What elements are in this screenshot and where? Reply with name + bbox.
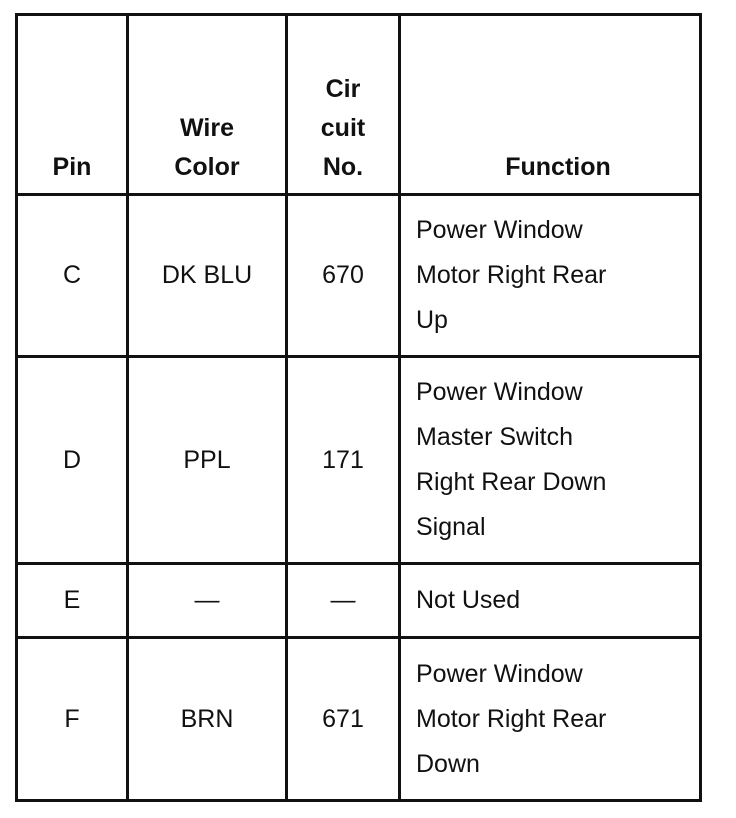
- function-line: Power Window: [416, 216, 583, 244]
- function-line: Master Switch: [416, 423, 573, 451]
- function-cell: [400, 564, 701, 638]
- table-row: [17, 638, 701, 801]
- function-line: Not Used: [416, 586, 521, 614]
- function-line: Motor Right Rear: [416, 704, 607, 733]
- circuit-cell: 671: [287, 638, 400, 801]
- pin-cell: D: [17, 357, 128, 564]
- function-line: Up: [416, 306, 448, 334]
- function-line: Motor Right Rear: [416, 261, 607, 289]
- header-function-label: Function: [505, 153, 611, 181]
- function-line: Down: [416, 749, 480, 778]
- circuit-cell: 670: [287, 195, 400, 357]
- pin-cell: E: [17, 564, 128, 638]
- pin-cell: C: [17, 195, 128, 357]
- function-cell: [400, 195, 701, 357]
- table-row: [17, 357, 701, 564]
- header-pin: [17, 15, 128, 195]
- function-cell: [400, 357, 701, 564]
- header-circuit-no: [287, 15, 400, 195]
- header-pin-label: Pin: [52, 153, 92, 181]
- table-row: [17, 195, 701, 357]
- circuit-cell: 171: [287, 357, 400, 564]
- function-line: Right Rear Down: [416, 468, 607, 496]
- circuit-cell: —: [287, 564, 400, 638]
- header-wire-color: [128, 15, 287, 195]
- header-circuit-line-3: No.: [322, 153, 364, 181]
- pin-cell: F: [17, 638, 128, 801]
- wire-color-cell: —: [128, 564, 287, 638]
- header-circuit-line-1: Cir: [325, 75, 361, 103]
- connector-pinout-table: [15, 13, 702, 802]
- header-wire-color-line-1: Wire: [180, 114, 234, 142]
- header-wire-color-line-2: Color: [174, 153, 240, 181]
- function-cell: [400, 638, 701, 801]
- wire-color-cell: BRN: [128, 638, 287, 801]
- function-line: Power Window: [416, 659, 583, 688]
- wire-color-cell: DK BLU: [128, 195, 287, 357]
- function-line: Power Window: [416, 378, 583, 406]
- function-line: Signal: [416, 513, 486, 541]
- header-function: [400, 15, 701, 195]
- header-circuit-line-2: cuit: [320, 114, 366, 142]
- table-row: [17, 564, 701, 638]
- header-row: [17, 15, 701, 195]
- wire-color-cell: PPL: [128, 357, 287, 564]
